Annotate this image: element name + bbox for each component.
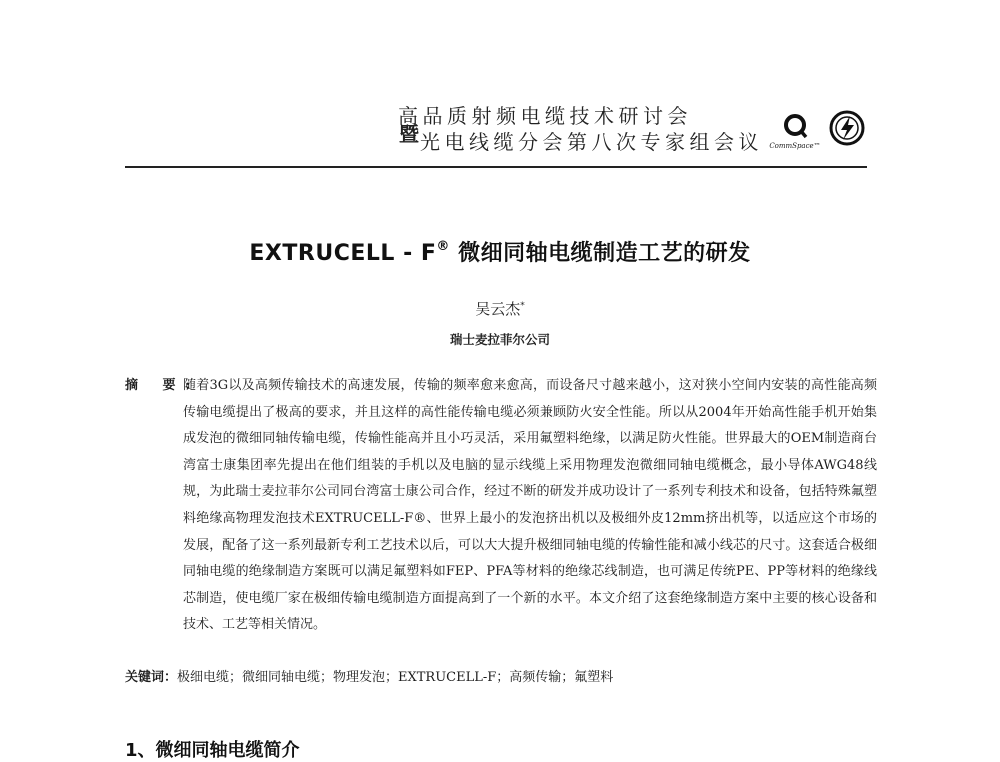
abstract (125, 373, 877, 639)
keywords (125, 666, 877, 685)
paper-title (0, 236, 1000, 267)
paper-title-main: EXTRUCELL - F (249, 241, 437, 266)
section-heading: 1、微细同轴电缆简介 (125, 740, 300, 761)
conference-line-2: 光电线缆分会第八次专家组会议 (420, 130, 763, 154)
abstract-label: 摘 要: (125, 378, 201, 393)
commspace-icon (760, 108, 830, 144)
affiliation: 瑞士麦拉菲尔公司 (449, 332, 550, 347)
author-footnote-mark: * (520, 301, 525, 311)
keywords-label: 关键词： (125, 670, 178, 685)
author-line (0, 298, 1000, 319)
lightning-bolt-icon (828, 106, 866, 150)
keywords-list: 极细电缆；微细同轴电缆；物理发泡；EXTRUCELL-F；高频传输；氟塑料 (177, 670, 614, 685)
conference-title (398, 103, 763, 155)
commspace-logo (760, 108, 830, 158)
paper-title-rest: 微细同轴电缆制造工艺的研发 (449, 241, 751, 266)
registered-mark: ® (436, 238, 450, 254)
page-header (0, 0, 1000, 180)
conference-ji-character: 暨 (399, 122, 419, 146)
commspace-text: CommSpace™ (769, 142, 821, 150)
author-name: 吴云杰 (475, 300, 521, 318)
abstract-body: 随着3G以及高频传输技术的高速发展，传输的频率愈来愈高，而设备尺寸越来越小，这对狭小空间内安装的高性能高频传输电缆提出了极高的要求，并且这样的高性能传输电缆必须兼顾防火安全性能。所以从2004年开始高性能手机开始集成发泡的微细同轴传输电缆，传输性能高并且小巧灵活，采用氟塑料绝缘，以满足防火性能。世界最大的OEM制造商台湾富士康集团率先提出在他们组装的手机以及电脑的显示线缆上采用物理发泡微细同轴电缆概念，最小导体AWG48线规，为此瑞士麦拉菲尔公司同台湾富士康公司合作，经过不断的研发并成功设计了一系列专利技术和设备，包括特殊氟塑料绝缘高物理发泡技术EXTRUCELL-F®、世界上最小的发泡挤出机以及极细外皮12mm挤出机等，以适应这个市场的发展，配备了这一系列最新专利工艺技术以后，可以大大提升极细同轴电缆的传输性能和减小线芯的尺寸。这套适合极细同轴电缆的绝缘制造方案既可以满足氟塑料如FEP、PFA等材料的绝缘芯线制造，也可满足传统PE、PP等材料的绝缘线芯制造，使电缆厂家在极细传输电缆制造方面提高到了一个新的水平。本文介绍了这套绝缘制造方案中主要的核心设备和技术、工艺等相关情况。 (183, 378, 877, 633)
conference-line-1: 高品质射频电缆技术研讨会 (398, 104, 692, 128)
header-divider (125, 166, 867, 168)
